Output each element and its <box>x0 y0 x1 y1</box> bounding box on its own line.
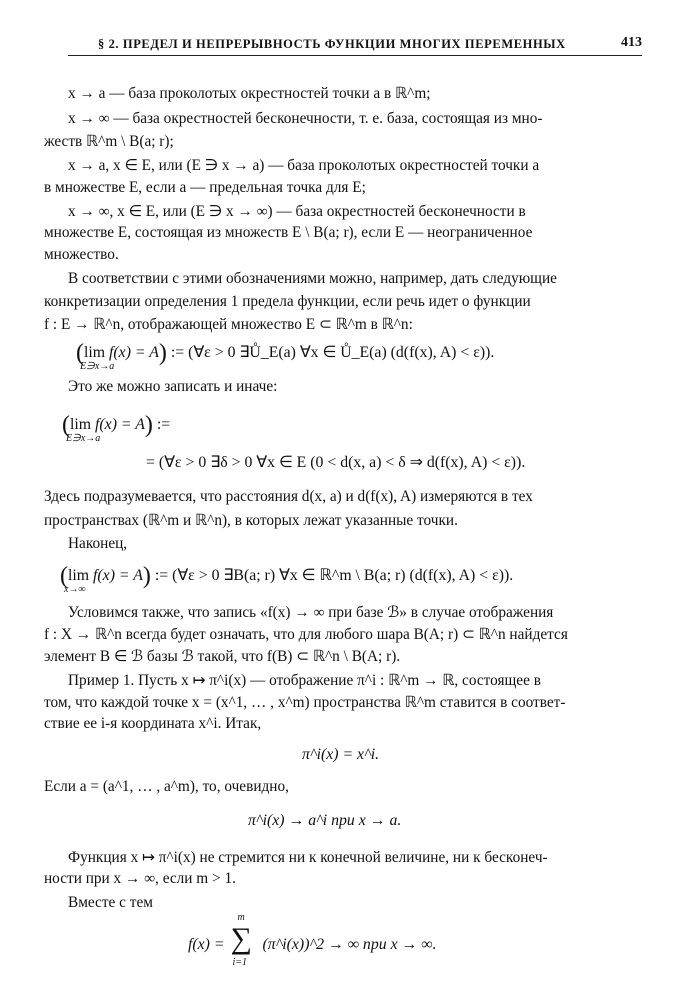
formula-projection-limit: π^i(x) → a^i при x → a. <box>248 812 402 829</box>
text-line: Это же можно записать и иначе: <box>68 378 278 395</box>
text-line: жеств ℝ^m \ B(a; r); <box>44 133 174 150</box>
running-header <box>68 33 642 56</box>
lim-word: lim <box>68 567 90 584</box>
lim-word: lim <box>70 416 92 433</box>
formula-limit-punctured-nbhd: (lim E∋x→a f(x) = A) := (∀ε > 0 ∃Ů_E(a) ∀x ∈ Ů_E(a) (d(f(x), A) < ε)). <box>76 340 495 372</box>
text-line: f : E → ℝ^n, отображающей множество E ⊂ ℝ^m в ℝ^n: <box>44 316 413 333</box>
formula-sum-of-squares <box>188 912 437 968</box>
text-line: x → a — база проколотых окрестностей точки a в ℝ^m; <box>68 85 431 102</box>
header-section-title: § 2. ПРЕДЕЛ И НЕПРЕРЫВНОСТЬ ФУНКЦИИ МНОГИХ ПЕРЕМЕННЫХ <box>98 37 566 51</box>
lim-subscript: E∋x→a <box>66 433 101 444</box>
sigma-symbol: ∑ <box>230 922 252 955</box>
text-line: Условимся также, что запись «f(x) → ∞ при базе ℬ» в случае отображения <box>68 604 554 621</box>
text-line: ности при x → ∞, если m > 1. <box>44 870 236 887</box>
text-line: x → ∞ — база окрестностей бесконечности, т. е. база, состоящая из мно- <box>68 110 543 127</box>
formula-limit-epsilon-delta-part2: = (∀ε > 0 ∃δ > 0 ∀x ∈ E (0 < d(x, a) < δ ⇒ d(f(x), A) < ε)). <box>146 454 526 471</box>
formula-lhs: f(x) = A <box>95 416 145 433</box>
lim-word: lim <box>84 344 106 361</box>
sum-upper-limit: m <box>237 912 245 923</box>
formula-projection: π^i(x) = x^i. <box>302 746 380 763</box>
text-line: Здесь подразумевается, что расстояния d(x, a) и d(f(x), A) измеряются в тех <box>44 488 533 505</box>
text-line: Если a = (a^1, … , a^m), то, очевидно, <box>44 778 289 795</box>
formula-rhs: (π^i(x))^2 → ∞ при x → ∞. <box>262 936 437 953</box>
formula-limit-at-infinity: (lim x→∞ f(x) = A) := (∀ε > 0 ∃B(a; r) ∀x ∈ ℝ^m \ B(a; r) (d(f(x), A) < ε)). <box>60 563 514 595</box>
text-line: ствие ее i-я координата x^i. Итак, <box>44 715 262 732</box>
text-line: f : X → ℝ^n всегда будет означать, что для любого шара B(A; r) ⊂ ℝ^n найдется <box>44 626 568 643</box>
text-line: элемент B ∈ ℬ базы ℬ такой, что f(B) ⊂ ℝ^n \ B(A; r). <box>44 648 401 665</box>
text-line: конкретизации определения 1 предела функции, если речь идет о функции <box>44 293 531 310</box>
sum-lower-limit: i=1 <box>232 957 248 968</box>
formula-limit-epsilon-delta-part1: (lim E∋x→a f(x) = A) := <box>62 412 171 444</box>
formula-lhs: f(x) = <box>188 936 225 953</box>
text-line: том, что каждой точке x = (x^1, … , x^m) пространства ℝ^m ставится в соответ- <box>44 694 566 711</box>
text-line: В соответствии с этими обозначениями можно, например, дать следующие <box>68 270 557 287</box>
lim-subscript: x→∞ <box>64 584 86 595</box>
formula-lhs: f(x) = A <box>109 344 159 361</box>
lim-subscript: E∋x→a <box>80 361 115 372</box>
text-line: Вместе с тем <box>68 894 153 911</box>
page-number: 413 <box>621 35 642 50</box>
example-heading-line: Пример 1. Пусть x ↦ π^i(x) — отображение π^i : ℝ^m → ℝ, состоящее в <box>68 672 541 689</box>
text-line: x → ∞, x ∈ E, или (E ∋ x → ∞) — база окрестностей бесконечности в <box>68 203 526 220</box>
text-line: множество. <box>44 246 119 263</box>
sum-operator <box>228 912 258 968</box>
formula-rhs: := (∀ε > 0 ∃Ů_E(a) ∀x ∈ Ů_E(a) (d(f(x), A) < ε)). <box>170 344 495 361</box>
text-line: x → a, x ∈ E, или (E ∋ x → a) — база проколотых окрестностей точки a <box>68 157 540 174</box>
text-line: множестве E, состоящая из множеств E \ B(a; r), если E — неограниченное <box>44 224 533 241</box>
text-line: Наконец, <box>68 535 128 552</box>
text-line: пространствах (ℝ^m и ℝ^n), в которых лежат указанные точки. <box>44 512 458 529</box>
text-line: в множестве E, если a — предельная точка для E; <box>44 179 366 196</box>
formula-assign: := <box>156 416 171 433</box>
formula-lhs: f(x) = A <box>93 567 143 584</box>
text-line: Функция x ↦ π^i(x) не стремится ни к конечной величине, ни к бесконеч- <box>68 849 548 866</box>
formula-rhs: := (∀ε > 0 ∃B(a; r) ∀x ∈ ℝ^m \ B(a; r) (d(f(x), A) < ε)). <box>154 567 514 584</box>
